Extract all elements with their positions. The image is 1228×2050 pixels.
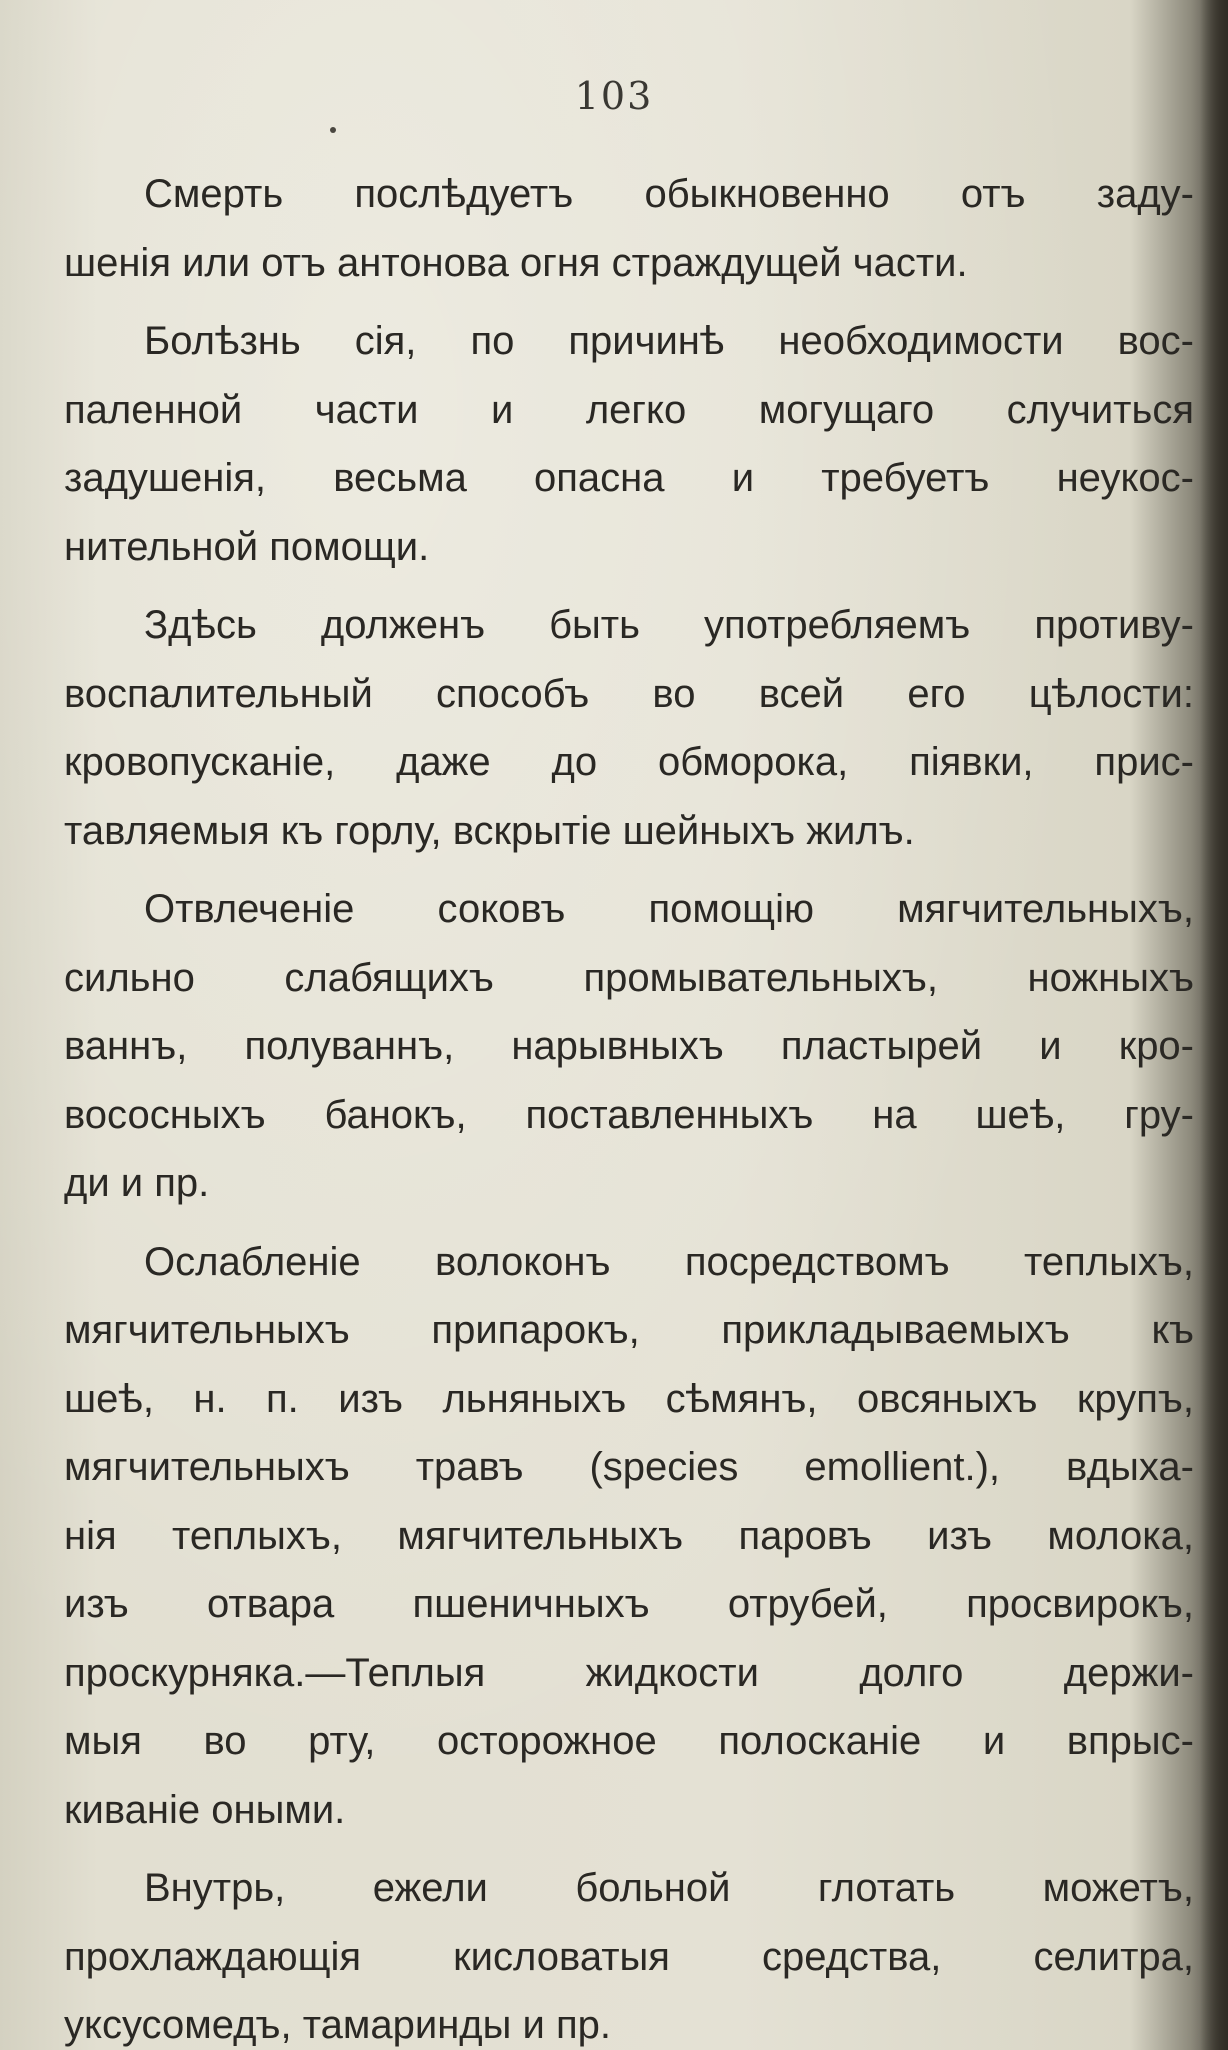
text-line: мягчительныхъ припарокъ, прикладываемыхъ къ [64, 1308, 1194, 1352]
paragraph [64, 1228, 1194, 1845]
paragraph [64, 1854, 1194, 2050]
paragraph [64, 875, 1194, 1218]
text-line: паленной части и легко могущаго случиться [64, 387, 1194, 432]
text-line: воспалительный способъ во всей его цѣлости: [64, 671, 1194, 716]
paragraph [64, 160, 1194, 297]
text-line: вососныхъ банокъ, поставленныхъ на шеѣ, гру- [64, 1092, 1194, 1137]
text-line: киваніе оными. [64, 1787, 346, 1832]
text-line: шеѣ, н. п. изъ льняныхъ сѣмянъ, овсяныхъ крупъ, [64, 1376, 1194, 1421]
page-number: 103 [574, 74, 654, 118]
text-line: Ослабленіе волоконъ посредствомъ теплыхъ, [144, 1239, 1194, 1284]
text-line: сильно слабящихъ промывательныхъ, ножныхъ [64, 955, 1194, 1000]
paragraph [64, 591, 1194, 865]
ink-speck [330, 127, 336, 133]
paragraph [64, 307, 1194, 581]
text-line: уксусомедъ, тамаринды и пр. [64, 2003, 611, 2047]
text-line: Внутрь, ежели больной глотать можетъ, [144, 1866, 1194, 1910]
text-line: мягчительныхъ травъ (species emollient.), вдыха- [64, 1445, 1194, 1489]
text-line: проскурняка.—Теплыя жидкости долго держи- [64, 1650, 1194, 1695]
text-line: прохлаждающія кисловатыя средства, селитра, [64, 1934, 1194, 1979]
text-line: Болѣзнь сія, по причинѣ необходимости вос- [144, 319, 1194, 363]
text-line: Отвлеченіе соковъ помощію мягчительныхъ, [144, 887, 1194, 931]
text-line: шенія или отъ антонова огня страждущей части. [64, 240, 968, 285]
text-line: Смерть послѣдуетъ обыкновенно отъ заду- [144, 172, 1194, 216]
text-line: мыя во рту, осторожное полосканіе и впрыс- [64, 1719, 1194, 1763]
body-text [64, 160, 1194, 2050]
text-line: тавляемыя къ горлу, вскрытіе шейныхъ жилъ. [64, 808, 915, 853]
page-edge-shadow [1200, 0, 1228, 2050]
text-line: нія теплыхъ, мягчительныхъ паровъ изъ молока, [64, 1513, 1194, 1558]
text-line: нительной помощи. [64, 524, 430, 569]
text-line: Здѣсь долженъ быть употребляемъ противу- [144, 603, 1194, 647]
text-line: задушенія, весьма опасна и требуетъ неукос- [64, 456, 1194, 500]
text-line: кровопусканіе, даже до обморока, піявки, прис- [64, 740, 1194, 784]
text-line: ди и пр. [64, 1161, 210, 1205]
text-line: ваннъ, полуваннъ, нарывныхъ пластырей и кро- [64, 1024, 1194, 1068]
text-line: изъ отвара пшеничныхъ отрубей, просвирокъ, [64, 1582, 1194, 1626]
